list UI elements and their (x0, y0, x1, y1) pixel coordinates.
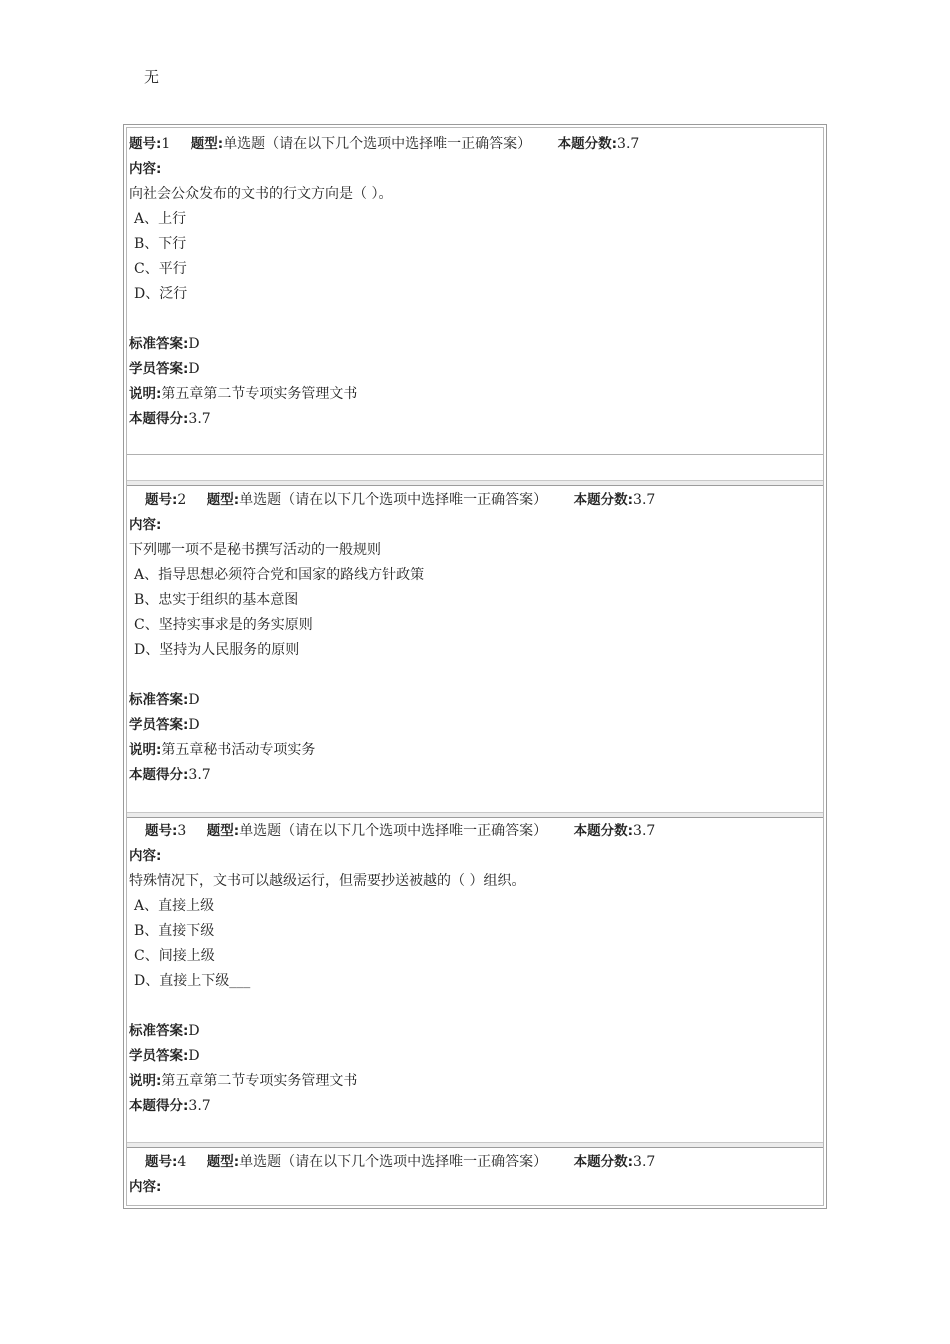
std-answer-value: D (188, 692, 200, 708)
qnum-label: 题号: (145, 492, 178, 508)
qnum-value: 2 (177, 492, 187, 508)
standard-answer (129, 332, 200, 357)
std-answer-value: D (188, 1023, 200, 1039)
score-label: 本题分数: (573, 492, 634, 508)
question-header (145, 819, 655, 844)
got-value: 3.7 (188, 1098, 211, 1114)
qtype-value: 单选题（请在以下几个选项中选择唯一正确答案） (239, 823, 548, 839)
student-answer (129, 357, 200, 382)
score-value: 3.7 (617, 136, 640, 152)
option-d: D、坚持为人民服务的原则 (134, 642, 300, 658)
score-label: 本题分数: (573, 823, 634, 839)
standard-answer (129, 688, 200, 713)
got-label: 本题得分: (129, 1098, 189, 1114)
option-d-text: D、直接上下级 (134, 973, 230, 989)
qnum-value: 3 (177, 823, 187, 839)
content-label: 内容: (129, 1179, 162, 1195)
content-label: 内容: (129, 161, 162, 177)
question-stem: 特殊情况下，文书可以越级运行，但需要抄送被越的（ ）组织。 (129, 873, 526, 889)
question-header (145, 1150, 655, 1175)
qnum-label: 题号: (145, 1154, 178, 1170)
option-a: A、上行 (134, 211, 187, 227)
qtype-label: 题型: (190, 136, 224, 152)
std-answer-value: D (188, 336, 200, 352)
explanation (129, 1069, 357, 1094)
score-value: 3.7 (633, 492, 656, 508)
stu-answer-label: 学员答案: (129, 717, 189, 733)
stu-answer-value: D (188, 361, 200, 377)
option-a: A、指导思想必须符合党和国家的路线方针政策 (134, 567, 425, 583)
got-label: 本题得分: (129, 767, 189, 783)
question-header (129, 132, 639, 157)
stu-answer-value: D (188, 717, 200, 733)
score-obtained (129, 407, 211, 432)
option-b: B、忠实于组织的基本意图 (134, 592, 299, 608)
qnum-label: 题号: (145, 823, 178, 839)
std-answer-label: 标准答案: (129, 692, 189, 708)
question-stem: 向社会公众发布的文书的行文方向是（ ）。 (129, 186, 393, 202)
score-value: 3.7 (633, 823, 656, 839)
option-a: A、直接上级 (134, 898, 215, 914)
got-value: 3.7 (188, 411, 211, 427)
qtype-value: 单选题（请在以下几个选项中选择唯一正确答案） (239, 1154, 548, 1170)
student-answer (129, 713, 200, 738)
qtype-label: 题型: (206, 1154, 240, 1170)
standard-answer (129, 1019, 200, 1044)
qtype-value: 单选题（请在以下几个选项中选择唯一正确答案） (239, 492, 548, 508)
std-answer-label: 标准答案: (129, 336, 189, 352)
question-3 (127, 819, 823, 1144)
option-b: B、直接下级 (134, 923, 215, 939)
explanation (129, 382, 357, 407)
explain-label: 说明: (129, 742, 162, 758)
qnum-value: 1 (161, 136, 171, 152)
got-value: 3.7 (188, 767, 211, 783)
explain-value: 第五章第二节专项实务管理文书 (161, 386, 358, 402)
stu-answer-value: D (188, 1048, 200, 1064)
question-2 (127, 488, 823, 813)
option-d (134, 969, 250, 994)
explain-value: 第五章第二节专项实务管理文书 (161, 1073, 358, 1089)
qtype-label: 题型: (206, 823, 240, 839)
content-label: 内容: (129, 848, 162, 864)
explanation (129, 738, 315, 763)
student-answer (129, 1044, 200, 1069)
results-table-inner (126, 127, 824, 1206)
option-d-blank: ___ (229, 973, 251, 989)
option-c: C、平行 (134, 261, 187, 277)
stu-answer-label: 学员答案: (129, 1048, 189, 1064)
option-b: B、下行 (134, 236, 187, 252)
explain-label: 说明: (129, 1073, 162, 1089)
top-note: 无 (144, 68, 160, 86)
qnum-value: 4 (177, 1154, 187, 1170)
option-d: D、泛行 (134, 286, 188, 302)
row-separator (127, 480, 823, 486)
qtype-value: 单选题（请在以下几个选项中选择唯一正确答案） (223, 136, 532, 152)
question-stem: 下列哪一项不是秘书撰写活动的一般规则 (129, 542, 381, 558)
question-4 (127, 1150, 823, 1206)
explain-label: 说明: (129, 386, 162, 402)
explain-value: 第五章秘书活动专项实务 (161, 742, 316, 758)
question-1 (127, 128, 823, 455)
row-separator (127, 1142, 823, 1148)
score-obtained (129, 1094, 211, 1119)
score-value: 3.7 (633, 1154, 656, 1170)
got-label: 本题得分: (129, 411, 189, 427)
score-obtained (129, 763, 211, 788)
row-separator (127, 812, 823, 818)
score-label: 本题分数: (557, 136, 618, 152)
option-c: C、间接上级 (134, 948, 215, 964)
option-c: C、坚持实事求是的务实原则 (134, 617, 313, 633)
std-answer-label: 标准答案: (129, 1023, 189, 1039)
qnum-label: 题号: (129, 136, 162, 152)
results-table (123, 124, 827, 1209)
content-label: 内容: (129, 517, 162, 533)
qtype-label: 题型: (206, 492, 240, 508)
score-label: 本题分数: (573, 1154, 634, 1170)
stu-answer-label: 学员答案: (129, 361, 189, 377)
question-header (145, 488, 655, 513)
